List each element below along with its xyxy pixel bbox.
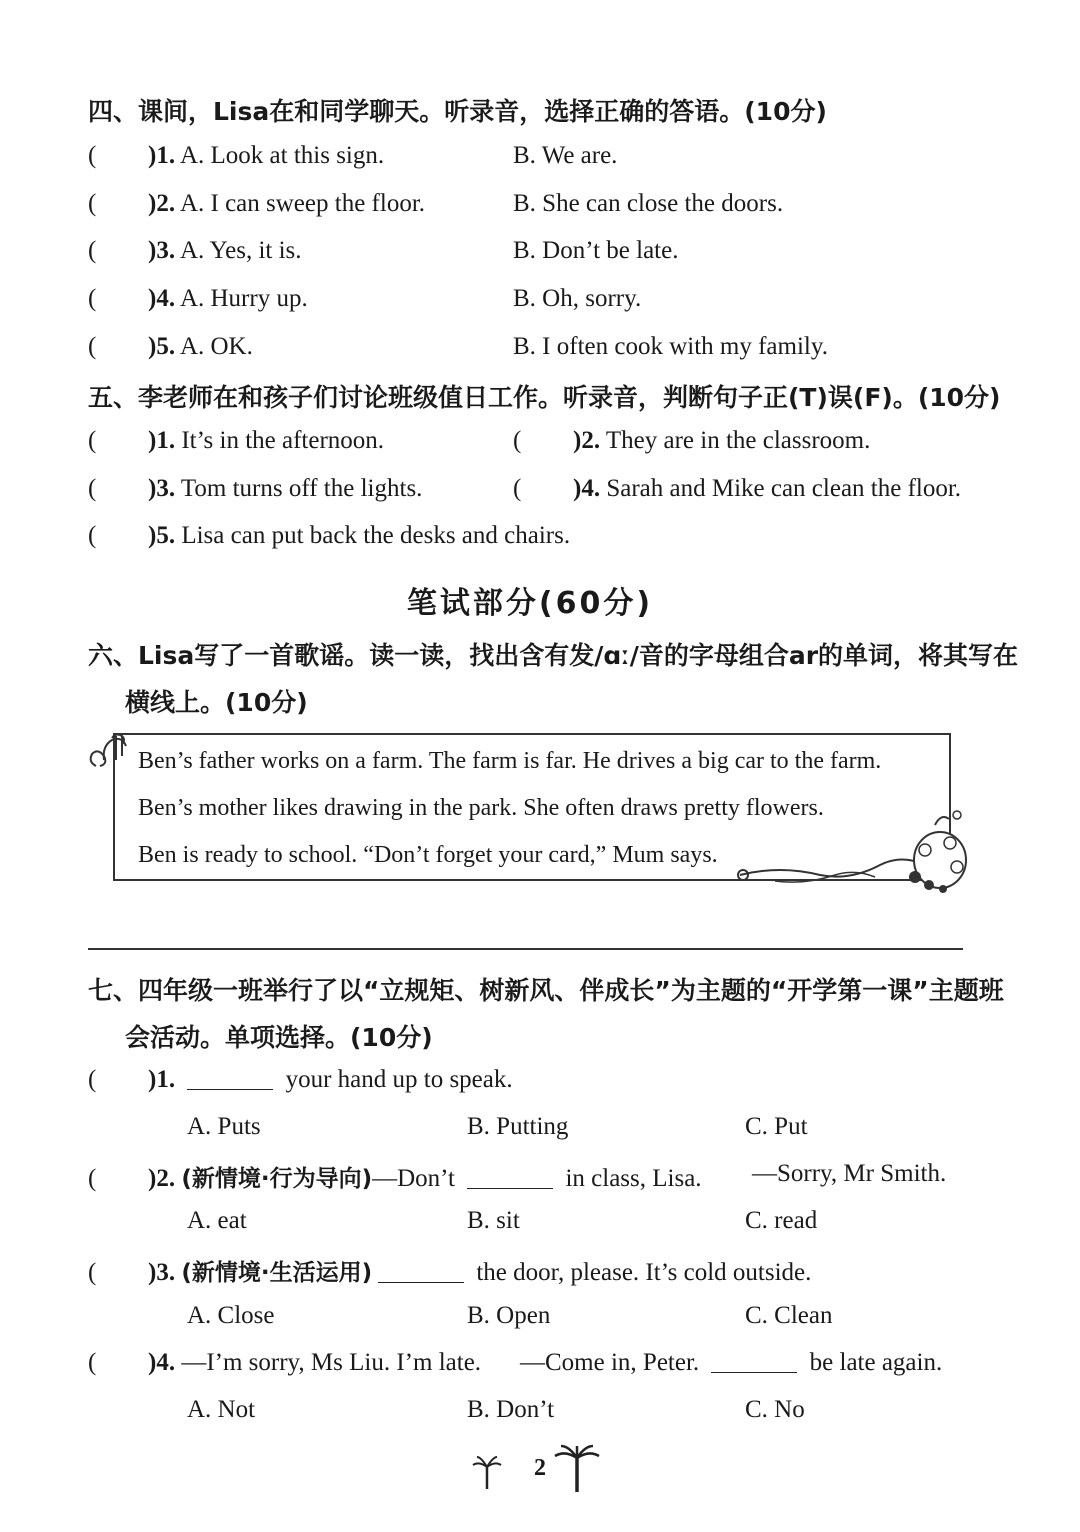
answer-paren[interactable]: ( <box>88 522 97 549</box>
option-a: A. Hurry up. <box>179 285 308 312</box>
answer-paren[interactable]: ( <box>88 1349 97 1376</box>
s7-q3 <box>88 1254 811 1287</box>
fill-blank[interactable] <box>711 1352 797 1373</box>
question-number: )2. <box>148 190 176 217</box>
question-text-pre: —I’m sorry, Ms Liu. I’m late. <box>181 1349 482 1376</box>
s7-q1 <box>88 1066 513 1094</box>
question-text-pre: —Don’t <box>372 1165 455 1192</box>
statement-text: They are in the classroom. <box>605 427 871 454</box>
s4-q1-option-b: B. We are. <box>513 142 618 169</box>
question-number: )3. <box>148 1259 176 1286</box>
answer-paren[interactable]: ( <box>88 1165 97 1192</box>
question-number: )1. <box>148 427 176 454</box>
question-number: )5. <box>148 522 176 549</box>
answer-paren[interactable]: ( <box>88 427 97 454</box>
question-number: )4. <box>573 475 601 502</box>
fill-blank[interactable] <box>187 1069 273 1090</box>
s7-q3-option-a: A. Close <box>187 1302 275 1329</box>
question-text: be late again. <box>809 1349 943 1376</box>
statement-text: Lisa can put back the desks and chairs. <box>181 522 571 549</box>
s5-q2 <box>513 427 870 455</box>
fill-blank[interactable] <box>467 1168 553 1189</box>
s4-q2 <box>88 190 425 218</box>
option-a: A. Look at this sign. <box>179 142 385 169</box>
answer-line[interactable] <box>88 948 963 950</box>
s7-q2 <box>88 1160 702 1193</box>
s5-q1 <box>88 427 384 455</box>
s4-q4 <box>88 285 308 313</box>
option-a: A. I can sweep the floor. <box>179 190 426 217</box>
s7-q4-reply <box>520 1349 942 1377</box>
section-6-title: 六、Lisa写了一首歌谣。读一读，找出含有发/ɑː/音的字母组合ar的单词，将其写在 <box>88 641 1019 670</box>
s7-q4-option-a: A. Not <box>187 1396 256 1423</box>
section-5-title: 五、李老师在和孩子们讨论班级值日工作。听录音，判断句子正(T)误(F)。(10分) <box>88 383 1001 412</box>
s7-q1-option-c: C. Put <box>745 1113 808 1140</box>
s7-q4-option-c: C. No <box>745 1396 805 1423</box>
context-tag: (新情境·生活运用) <box>181 1260 373 1286</box>
answer-paren[interactable]: ( <box>513 427 522 454</box>
s4-q3-option-b: B. Don’t be late. <box>513 237 679 264</box>
s7-q1-option-b: B. Putting <box>467 1113 569 1140</box>
answer-paren[interactable]: ( <box>88 237 97 264</box>
s4-q3 <box>88 237 302 265</box>
answer-paren[interactable]: ( <box>88 333 97 360</box>
question-number: )2. <box>148 1165 176 1192</box>
s4-q2-option-b: B. She can close the doors. <box>513 190 784 217</box>
section-6-title-cont: 横线上。(10分) <box>125 688 308 717</box>
question-text: your hand up to speak. <box>285 1066 513 1093</box>
section-7-title-cont: 会活动。单项选择。(10分) <box>125 1023 433 1052</box>
answer-paren[interactable]: ( <box>88 1066 97 1093</box>
large-palm-icon <box>553 1444 601 1494</box>
s4-q5 <box>88 333 253 361</box>
s7-q4 <box>88 1349 481 1377</box>
written-part-heading: 笔试部分(60分) <box>406 586 654 621</box>
passage-line-1: Ben’s father works on a farm. The farm is far. He drives a big car to the farm. <box>138 748 882 774</box>
question-number: )5. <box>148 333 176 360</box>
question-text: in class, Lisa. <box>565 1165 702 1192</box>
section-7-title: 七、四年级一班举行了以“立规矩、树新风、伴成长”为主题的“开学第一课”主题班 <box>88 976 1004 1005</box>
s4-q1 <box>88 142 384 170</box>
s7-q2-option-a: A. eat <box>187 1207 247 1234</box>
statement-text: Tom turns off the lights. <box>180 475 423 502</box>
page-number: 2 <box>534 1455 546 1481</box>
question-number: )4. <box>148 1349 176 1376</box>
s7-q1-option-a: A. Puts <box>187 1113 261 1140</box>
context-tag: (新情境·行为导向) <box>181 1166 373 1192</box>
ribbon-flower-icon <box>735 805 975 905</box>
scroll-ornament-icon <box>86 730 140 778</box>
s7-q2-option-b: B. sit <box>467 1207 520 1234</box>
s7-q2-option-c: C. read <box>745 1207 818 1234</box>
statement-text: It’s in the afternoon. <box>181 427 385 454</box>
passage-line-3: Ben is ready to school. “Don’t forget your card,” Mum says. <box>138 842 718 868</box>
question-number: )4. <box>148 285 176 312</box>
option-a: A. OK. <box>179 333 253 360</box>
s7-q3-option-c: C. Clean <box>745 1302 833 1329</box>
fill-blank[interactable] <box>378 1262 464 1283</box>
s5-q4 <box>513 475 961 503</box>
s5-q3 <box>88 475 422 503</box>
answer-paren[interactable]: ( <box>88 285 97 312</box>
reply-text: —Come in, Peter. <box>520 1349 700 1376</box>
question-number: )2. <box>573 427 601 454</box>
answer-paren[interactable]: ( <box>88 190 97 217</box>
question-text: the door, please. It’s cold outside. <box>476 1259 812 1286</box>
answer-paren[interactable]: ( <box>513 475 522 502</box>
answer-paren[interactable]: ( <box>88 142 97 169</box>
s7-q3-option-b: B. Open <box>467 1302 551 1329</box>
answer-paren[interactable]: ( <box>88 1259 97 1286</box>
s7-q4-option-b: B. Don’t <box>467 1396 555 1423</box>
statement-text: Sarah and Mike can clean the floor. <box>606 475 962 502</box>
s5-q5 <box>88 522 570 550</box>
question-number: )1. <box>148 1066 176 1093</box>
passage-line-2: Ben’s mother likes drawing in the park. She often draws pretty flowers. <box>138 795 824 821</box>
question-number: )3. <box>148 237 176 264</box>
answer-paren[interactable]: ( <box>88 475 97 502</box>
question-number: )1. <box>148 142 176 169</box>
s4-q4-option-b: B. Oh, sorry. <box>513 285 642 312</box>
s4-q5-option-b: B. I often cook with my family. <box>513 333 828 360</box>
s7-q2-reply: —Sorry, Mr Smith. <box>752 1160 947 1187</box>
option-a: A. Yes, it is. <box>179 237 302 264</box>
section-4-title: 四、课间，Lisa在和同学聊天。听录音，选择正确的答语。(10分) <box>88 97 827 126</box>
question-number: )3. <box>148 475 176 502</box>
